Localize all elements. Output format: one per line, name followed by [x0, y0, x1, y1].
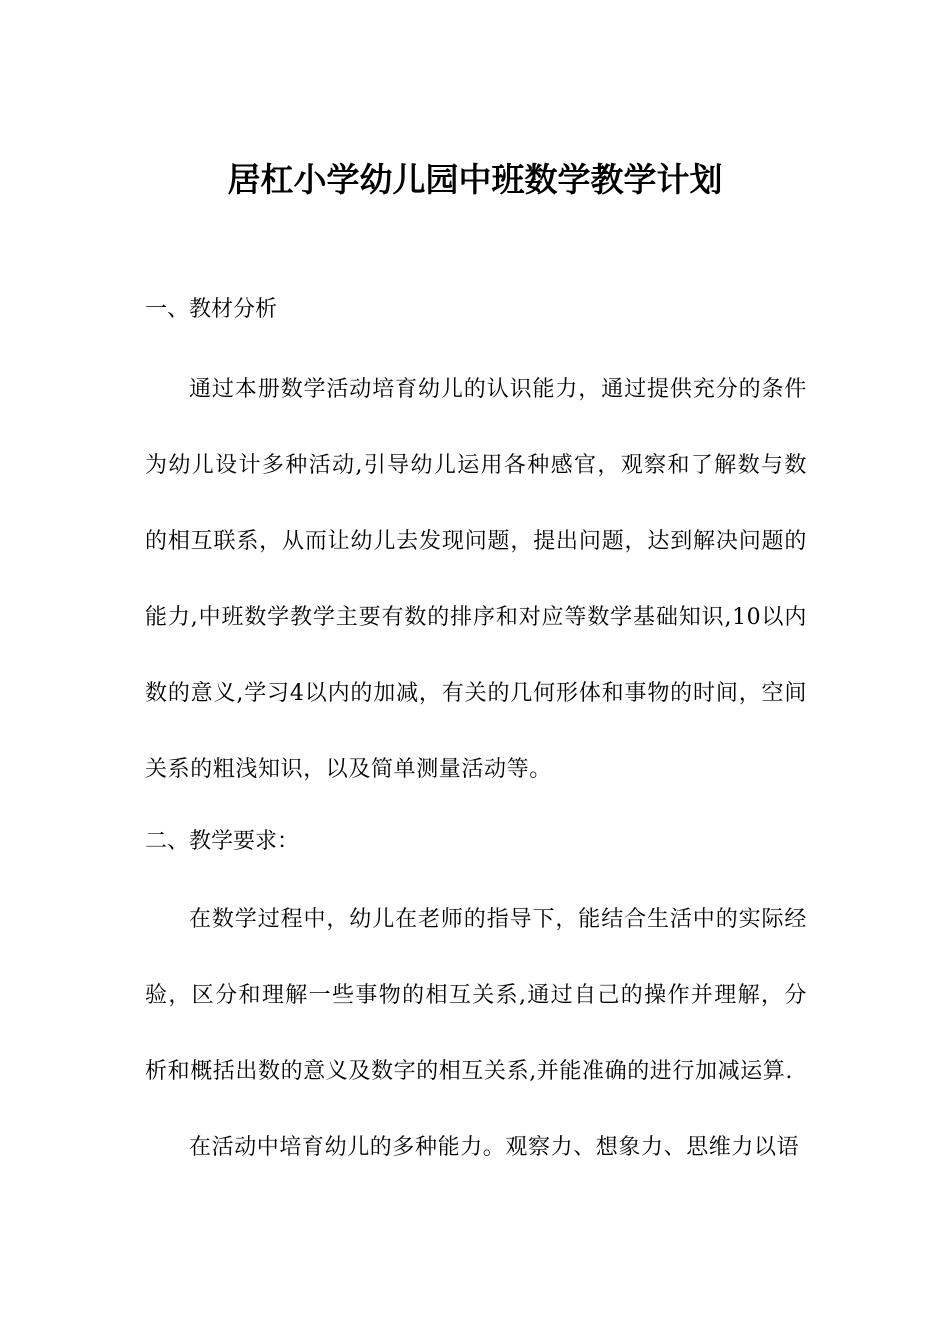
section-heading-materials-analysis: 一、教材分析	[145, 297, 278, 322]
section-heading-teaching-requirements: 二、教学要求：	[145, 829, 300, 854]
document-title: 居杠小学幼儿园中班数学教学计划	[227, 160, 723, 199]
paragraph: 通过本册数学活动培育幼儿的认识能力，通过提供充分的条件为幼儿设计多种活动,引导幼儿运用各种感官，观察和了解数与数的相互联系，从而让幼儿去发现问题，提出问题，达到解决问题的能力,中班数学教学主要有数的排序和对应等数学基础知识,10以内数的意义,学习4以内的加减，有关的几何形体和事物的时间，空间关系的粗浅知识，以及简单测量活动等。	[145, 377, 807, 782]
section-body-materials-analysis	[145, 352, 807, 808]
paragraph: 在活动中培育幼儿的多种能力。观察力、想象力、思维力以语	[189, 1135, 800, 1160]
paragraph: 在数学过程中，幼儿在老师的指导下，能结合生活中的实际经验，区分和理解一些事物的相互关系,通过自己的操作并理解，分析和概括出数的意义及数字的相互关系,并能准确的进行加减运算.	[145, 907, 807, 1084]
section-body-teaching-requirements	[145, 882, 807, 1186]
